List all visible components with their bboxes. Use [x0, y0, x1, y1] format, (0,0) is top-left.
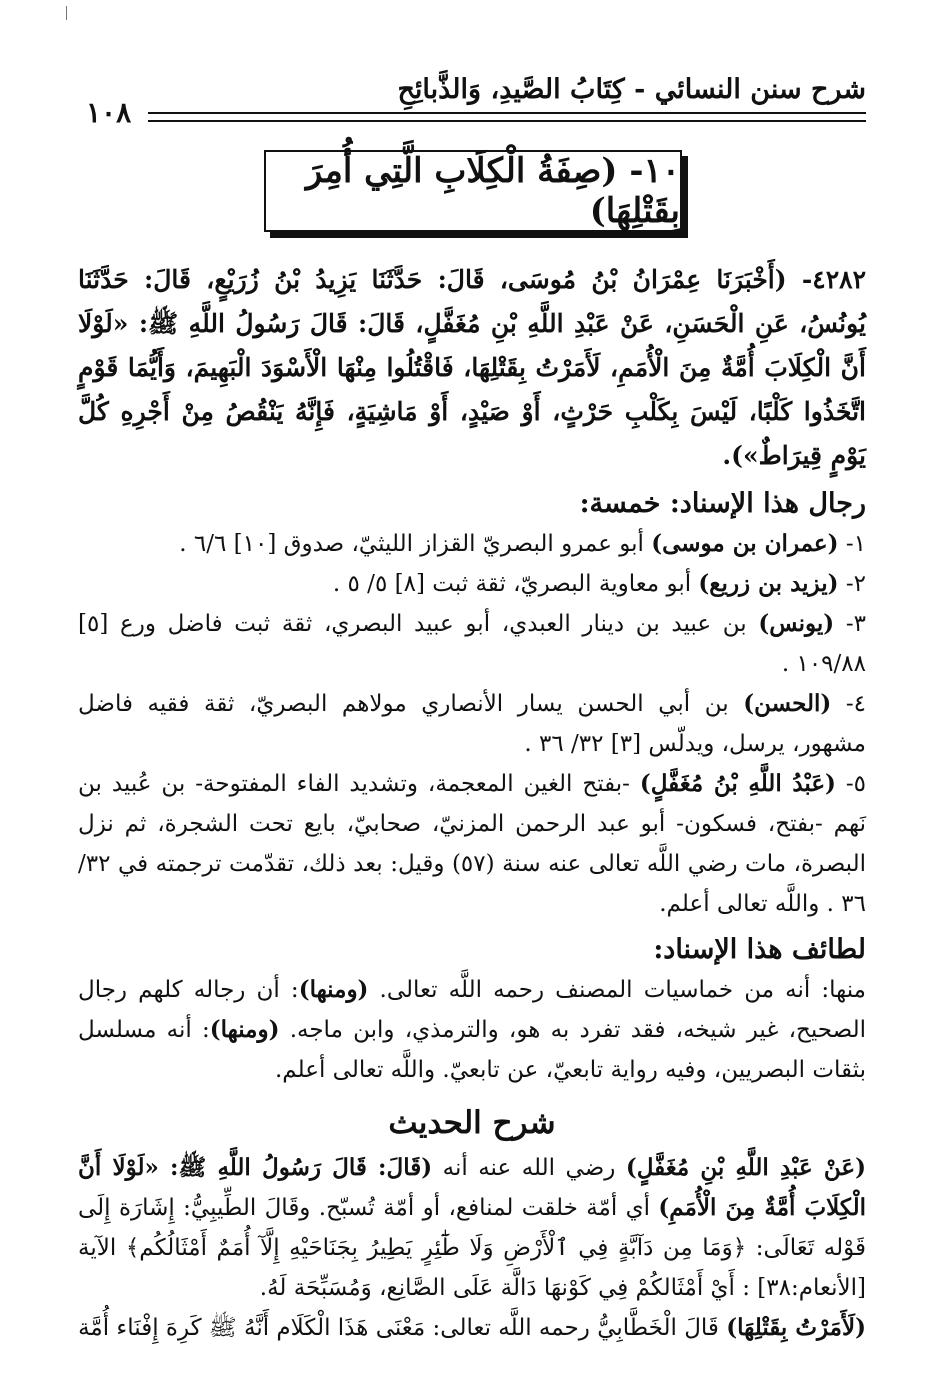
narrator-name: (عَبْدُ اللَّهِ بْنُ مُغَفَّلٍ): [639, 770, 836, 797]
subtleties-bold-part: (ومنها): [298, 976, 369, 1003]
page-number: ١٠٨: [86, 96, 132, 129]
narrator-item: [78, 604, 866, 684]
narrator-description: بن عبيد بن دينار العبدي، أبو عبيد البصري، ثقة ثبت فاضل ورع [٥] ١٠٩/٨٨ .: [78, 611, 866, 677]
explanation-text-part: رضي الله عنه أنه: [432, 1155, 626, 1181]
quran-verse: ﴿وَمَا مِن دَآبَّةٍ فِي ٱلْأَرْضِ وَلَا طَٰٓئِرٍ يَطِيرُ بِجَنَاحَيْهِ إِلَّآ أُمَمٌ أَمْثَالُكُم﴾: [125, 1235, 747, 1261]
running-title: شرح سنن النسائي - كِتَابُ الصَّيدِ، وَالذَّبائِحِ: [397, 74, 866, 105]
header-rule-bottom: [148, 120, 866, 122]
narrator-list: [78, 524, 866, 924]
explanation-paragraph: [78, 1308, 866, 1348]
narrators-heading: رجال هذا الإسناد: خمسة:: [579, 488, 866, 519]
quoted-hadith: (قَالَ: قَالَ رَسُولُ اللَّهِ ﷺ: «لَوْلَا أَنَّ الْكِلَابَ أُمَّةٌ مِنَ الْأُمَمِ): [78, 1154, 866, 1221]
explanation-text-part: الآية [الأنعام:٣٨] : أَيْ أَمْثَالكُمْ فِي كَوْنهَا دَالَّة عَلَى الصَّانِع، وَمُسَبِّحَة لَهُ.: [78, 1235, 866, 1301]
main-content: [78, 258, 866, 1348]
narrator-number: ٣-: [845, 611, 867, 637]
header-rule-top: [148, 112, 866, 114]
narrator-name: (يونس): [758, 610, 835, 637]
subtleties-text-part: منها: أنه من خماسيات المصنف رحمه اللَّه تعالى.: [368, 977, 866, 1003]
narrator-number: ١-: [845, 531, 866, 557]
subtleties-bold-part: (ومنها): [209, 1016, 280, 1043]
narrator-item: [78, 524, 866, 564]
quoted-hadith: (لَأَمَرْتُ بِقَتْلِهَا): [726, 1314, 866, 1341]
explanation-text-part: أي أمّة خلقت لمنافع، أو أمّة تُسبّح. وقَالَ الطِّيبِيُّ: إِشَارَة إِلَى قَوْله تَعَالَى:: [78, 1195, 866, 1261]
narrator-description: بن أبي الحسن يسار الأنصاري مولاهم البصريّ، ثقة فقيه فاضل مشهور، يرسل، ويدلّس [٣] ٣٢/ ٣٦ .: [78, 691, 866, 757]
narrator-name: (عمران بن موسى): [651, 530, 839, 557]
hadith-text: ٤٢٨٢- (أَخْبَرَنَا عِمْرَانُ بْنُ مُوسَى، قَالَ: حَدَّثَنَا يَزِيدُ بْنُ زُرَيْعٍ، قَالَ: حَدَّثَنَا يُونُسُ، عَنِ الْحَسَنِ، عَنْ عَبْدِ اللَّهِ بْنِ مُغَفَّلٍ، قَالَ: قَالَ رَسُولُ اللَّهِ ﷺ: «لَوْلَا أَنَّ الْكِلَابَ أُمَّةٌ مِنَ الْأُمَمِ، لَأَمَرْتُ بِقَتْلِهَا، فَاقْتُلُوا مِنْهَا الْأَسْوَدَ الْبَهِيمَ، وَأَيُّمَا قَوْمٍ اتَّخَذُوا كَلْبًا، لَيْسَ بِكَلْبِ حَرْثٍ، أَوْ صَيْدٍ، أَوْ مَاشِيَةٍ، فَإِنَّهُ يَنْقُصُ مِنْ أَجْرِهِ كُلَّ يَوْمٍ قِيرَاطٌ»).: [78, 265, 866, 470]
explanation-heading: شرح الحديث: [388, 1105, 556, 1141]
narrator-description: أبو عمرو البصريّ القزاز الليثيّ، صدوق [١٠] ٦/٦ .: [179, 531, 652, 557]
explanation-paragraph: [78, 1148, 866, 1308]
narrator-description: أبو معاوية البصريّ، ثقة ثبت [٨] ٥/ ٥ .: [332, 571, 699, 597]
subtleties-text-part: : أن رجاله كلهم رجال الصحيح، غير شيخه، فقد تفرد به هو، والترمذي، وابن ماجه.: [78, 977, 866, 1043]
narrator-description: -بفتح الغين المعجمة، وتشديد الفاء المفتوحة- بن عُبيد بن نَهم -بفتح، فسكون- أبو عبد الرحمن المزنيّ، صحابيّ، بايع تحت الشجرة، ثم نزل البصرة، مات رضي اللَّه تعالى عنه سنة (٥٧) وقيل: بعد ذلك، تقدّمت ترجمته في ٣٢/ ٣٦ . واللَّه تعالى أعلم.: [78, 771, 866, 917]
subtleties-text: [78, 970, 866, 1090]
explanation-text-part: قَالَ الْخَطَّابِيُّ رحمه اللَّه تعالى: مَعْنَى هَذَا الْكَلَام أَنَّهُ ﷺ كَرِهَ إِفْنَاء أُمَّة: [78, 1315, 727, 1341]
narrator-number: ٤-: [845, 691, 866, 717]
narrator-number: ٥-: [845, 771, 866, 797]
narrator-item: [78, 564, 866, 604]
narrator-number: ٢-: [845, 571, 866, 597]
subtleties-heading: لطائف هذا الإسناد:: [653, 934, 866, 965]
chapter-title-box: [264, 150, 682, 232]
subtleties-text-part: : أنه مسلسل بثقات البصريين، وفيه رواية تابعيّ، عن تابعيّ. واللَّه تعالى أعلم.: [78, 1017, 866, 1083]
narrator-name: (الحسن): [743, 690, 832, 717]
narrator-name: (يزيد بن زريع): [698, 570, 839, 597]
narrator-item: [78, 684, 866, 764]
scan-mark: [66, 6, 67, 20]
quoted-narrator: (عَنْ عَبْدِ اللَّهِ بْنِ مُغَفَّلٍ): [625, 1154, 866, 1181]
narrator-item: [78, 764, 866, 924]
chapter-title: ١٠- (صِفَةُ الْكِلَابِ الَّتِي أُمِرَ بِقَتْلِهَا): [305, 151, 680, 231]
